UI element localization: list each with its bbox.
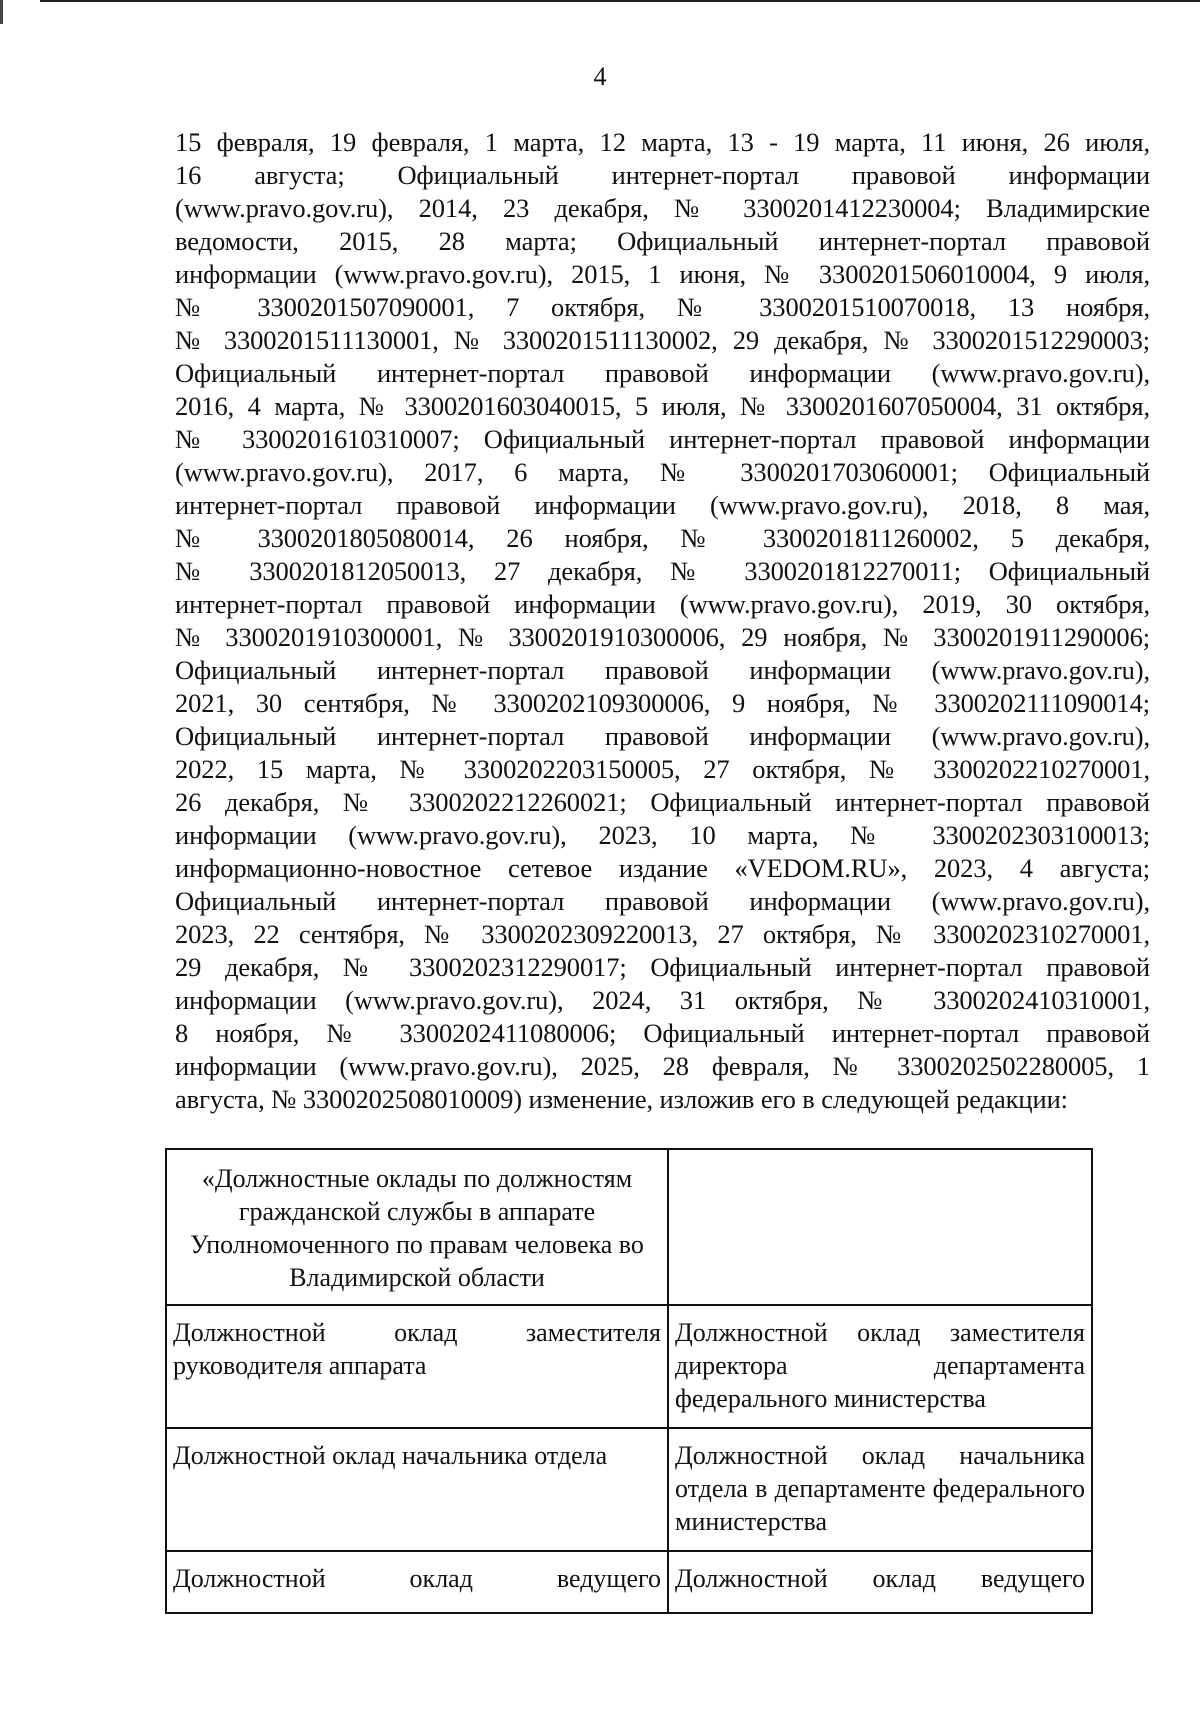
body-line: интернет-портал правовой информации (www.pravo.gov.ru), 2018, 8 мая, [175, 490, 1150, 520]
cell-text: Должностной оклад заместителя руководителя аппарата [173, 1318, 661, 1380]
body-line: Официальный интернет-портал правовой информации (www.pravo.gov.ru), [175, 655, 1150, 685]
table-header-row [166, 1149, 1092, 1305]
body-line: 8 ноября, № 3300202411080006; Официальный интернет-портал правовой [175, 1018, 1150, 1048]
body-line: № 3300201812050013, 27 декабря, № 3300201812270011; Официальный [175, 556, 1150, 586]
table-header-right [668, 1149, 1092, 1305]
body-line: ведомости, 2015, 28 марта; Официальный интернет-портал правовой [175, 226, 1150, 256]
page-number: 4 [593, 62, 607, 91]
table-header-left: «Должностные оклады по должностям гражданской службы в аппарате Уполномоченного по правам человека во Владимирской области [166, 1149, 668, 1305]
table-row [166, 1428, 1092, 1551]
body-line: (www.pravo.gov.ru), 2014, 23 декабря, № 3300201412230004; Владимирские [175, 193, 1150, 223]
cell-text: Должностной оклад начальника отдела в департаменте федерального министерства [675, 1441, 1085, 1536]
cell-text: Должностной оклад заместителя директора департамента федерального министерства [675, 1318, 1085, 1413]
body-line: информации (www.pravo.gov.ru), 2024, 31 октября, № 3300202410310001, [175, 985, 1150, 1015]
table-cell-left [166, 1305, 668, 1428]
body-line: Официальный интернет-портал правовой информации (www.pravo.gov.ru), [175, 721, 1150, 751]
body-text [175, 126, 1150, 1116]
body-line: № 3300201805080014, 26 ноября, № 3300201811260002, 5 декабря, [175, 523, 1150, 553]
body-line: августа, № 3300202508010009) изменение, изложив его в следующей редакции: [175, 1084, 1068, 1114]
body-line: Официальный интернет-портал правовой информации (www.pravo.gov.ru), [175, 358, 1150, 388]
body-line: 15 февраля, 19 февраля, 1 марта, 12 марта, 13 - 19 марта, 11 июня, 26 июля, [175, 127, 1150, 157]
left-scan-mark [0, 0, 3, 24]
table-cell-left [166, 1428, 668, 1551]
body-line: информации (www.pravo.gov.ru), 2023, 10 марта, № 3300202303100013; [175, 820, 1150, 850]
body-line: № 3300201610310007; Официальный интернет-портал правовой информации [175, 424, 1150, 454]
body-line: интернет-портал правовой информации (www.pravo.gov.ru), 2019, 30 октября, [175, 589, 1150, 619]
body-line: информационно-новостное сетевое издание «VEDOM.RU», 2023, 4 августа; [175, 853, 1150, 883]
table-cell-left [166, 1551, 668, 1613]
body-line: № 3300201910300001, № 3300201910300006, 29 ноября, № 3300201911290006; [175, 622, 1150, 652]
body-line: Официальный интернет-портал правовой информации (www.pravo.gov.ru), [175, 886, 1150, 916]
body-line: № 3300201507090001, 7 октября, № 3300201510070018, 13 ноября, [175, 292, 1150, 322]
body-line: 16 августа; Официальный интернет-портал правовой информации [175, 160, 1150, 190]
table-row [166, 1551, 1092, 1613]
cell-text: Должностной оклад ведущего [173, 1564, 661, 1593]
table-cell-right [668, 1428, 1092, 1551]
body-line: 26 декабря, № 3300202212260021; Официальный интернет-портал правовой [175, 787, 1150, 817]
body-line: информации (www.pravo.gov.ru), 2015, 1 июня, № 3300201506010004, 9 июля, [175, 259, 1150, 289]
table-cell-right [668, 1551, 1092, 1613]
cell-text: Должностной оклад начальника отдела [173, 1441, 608, 1470]
table-row [166, 1305, 1092, 1428]
body-line: (www.pravo.gov.ru), 2017, 6 марта, № 3300201703060001; Официальный [175, 457, 1150, 487]
body-line: 2016, 4 марта, № 3300201603040015, 5 июля, № 3300201607050004, 31 октября, [175, 391, 1150, 421]
table-cell-right [668, 1305, 1092, 1428]
cell-text: Должностной оклад ведущего [675, 1564, 1085, 1593]
body-line: 2023, 22 сентября, № 3300202309220013, 27 октября, № 3300202310270001, [175, 919, 1150, 949]
body-line: № 3300201511130001, № 3300201511130002, 29 декабря, № 3300201512290003; [175, 325, 1150, 355]
body-line: информации (www.pravo.gov.ru), 2025, 28 февраля, № 3300202502280005, 1 [175, 1051, 1150, 1081]
body-line: 2021, 30 сентября, № 3300202109300006, 9 ноября, № 3300202111090014; [175, 688, 1150, 718]
salary-table [165, 1148, 1093, 1614]
body-line: 2022, 15 марта, № 3300202203150005, 27 октября, № 3300202210270001, [175, 754, 1150, 784]
body-line: 29 декабря, № 3300202312290017; Официальный интернет-портал правовой [175, 952, 1150, 982]
top-border-line [40, 0, 1200, 2]
